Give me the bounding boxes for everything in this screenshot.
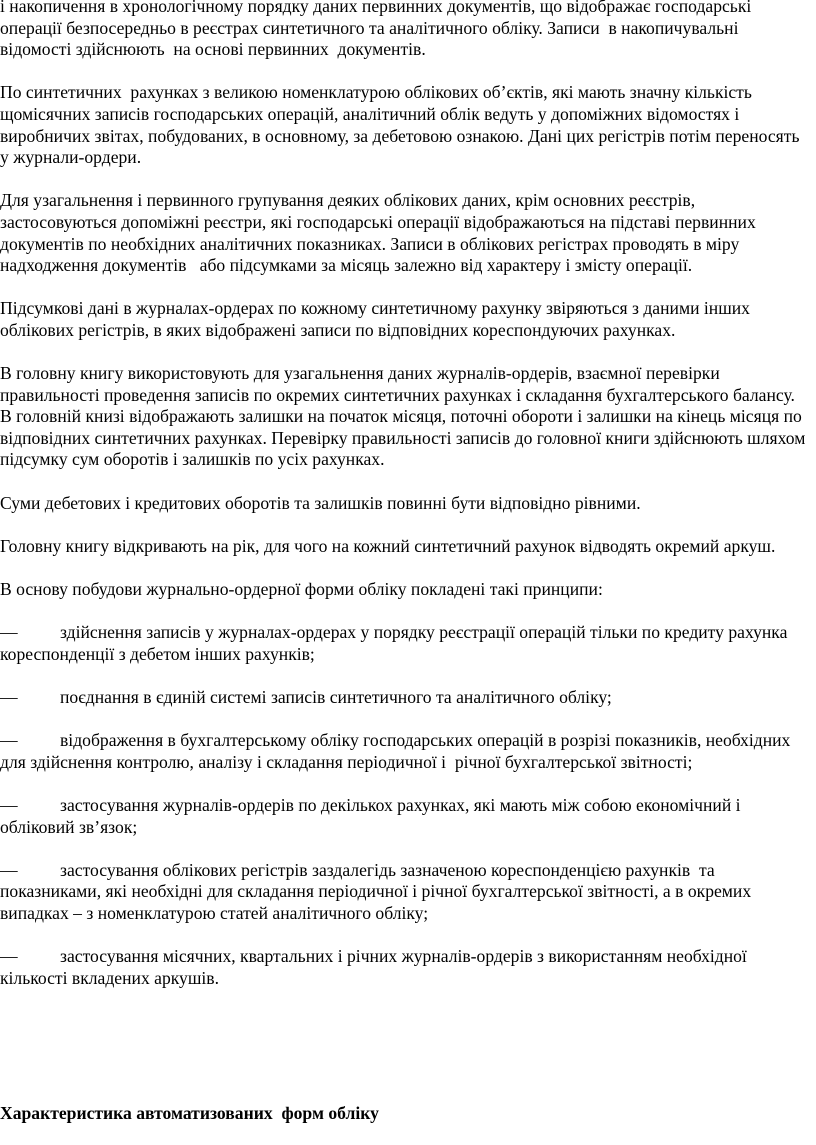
- paragraph-accumulation: і накопичення в хронологічному порядку даних первинних документів, що відображає господарські операції безпосередньо в реєстрах синтетичного та аналітичного обліку. Записи в накопичувальні відомості здійснюють на основі первинних документів.: [0, 0, 756, 60]
- list-item-text: застосування журналів-ордерів по декількох рахунках, які мають між собою економічний і обліковий зв’язок;: [0, 794, 745, 837]
- list-item-text: здійснення записів у журналах-ордерах у порядку реєстрації операцій тільки по кредиту рахунка кореспонденції з дебетом інших рахунків;: [0, 622, 792, 664]
- dash-marker: —: [0, 730, 18, 751]
- list-item-text: поєднання в єдиній системі записів синтетичного та аналітичного обліку;: [60, 687, 612, 707]
- dash-marker: —: [0, 946, 18, 967]
- list-item: [0, 946, 810, 989]
- dash-marker: —: [0, 859, 18, 880]
- list-item-text: відображення в бухгалтерському обліку господарських операцій в розрізі показників, необхідних для здійснення контролю, аналізу і складання періодичної і річної бухгалтерської звітності;: [0, 730, 795, 772]
- list-item: [0, 687, 810, 709]
- paragraph-principles-intro: В основу побудови журнально-ордерної форми обліку покладені такі принципи:: [0, 579, 603, 600]
- paragraph-synthetic-accounts: По синтетичних рахунках з великою номенклатурою облікових об’єктів, які мають значну кількість щомісячних записів господарських операцій, аналітичний облік ведуть у допоміжних відомостях і виробничих звітах, побудованих, в основному, за дебетовою ознакою. Дані цих регістрів потім переносять у журнали-ордери.: [0, 82, 804, 168]
- paragraph-auxiliary-registers: Для узагальнення і первинного групування деяких облікових даних, крім основних реєстрів, застосовуються допоміжні реєстри, які господарські операції відображаються на підставі первинних документів по необхідних аналітичних показниках. Записи в облікових регістрах проводять в міру надходження документів або підсумками за місяць залежно від характеру і змісту операції.: [0, 190, 761, 276]
- dash-marker: —: [0, 622, 18, 643]
- list-item: [0, 795, 810, 838]
- list-item: [0, 622, 810, 665]
- list-item: [0, 860, 810, 925]
- paragraph-ledger-opening: Головну книгу відкривають на рік, для чого на кожний синтетичний рахунок відводять окремий аркуш.: [0, 535, 776, 556]
- list-item: [0, 730, 810, 773]
- list-item-text: застосування місячних, квартальних і річних журналів-ордерів з використанням необхідної кількості вкладених аркушів.: [0, 946, 752, 988]
- dash-marker: —: [0, 794, 18, 815]
- list-item-text: застосування облікових регістрів заздалегідь зазначеною кореспонденцією рахунків та показниками, які необхідні для складання періодичної і річної бухгалтерської звітності, а в окремих випадках – з номенклатурою статей аналітичного обліку;: [0, 859, 756, 923]
- paragraph-general-ledger: В головну книгу використовують для узагальнення даних журналів-ордерів, взаємної перевірки правильності проведення записів по окремих синтетичних рахунках і складання бухгалтерського балансу. В головній книзі відображають залишки на початок місяця, поточні обороти і залишки на кінець місяця по відповідних синтетичних рахунках. Перевірку правильності записів до головної книги здійснюють шляхом підсумку сум оборотів і залишків по усіх рахунках.: [0, 363, 810, 470]
- dash-marker: —: [0, 687, 18, 707]
- paragraph-journal-totals: Підсумкові дані в журналах-ордерах по кожному синтетичному рахунку звіряються з даними інших облікових регістрів, в яких відображені записи по відповідних кореспондуючих рахунках.: [0, 298, 755, 340]
- section-heading: Характеристика автоматизованих форм обліку: [0, 1103, 379, 1123]
- paragraph-turnover-equality: Суми дебетових і кредитових оборотів та залишків повинні бути відповідно рівними.: [0, 492, 641, 513]
